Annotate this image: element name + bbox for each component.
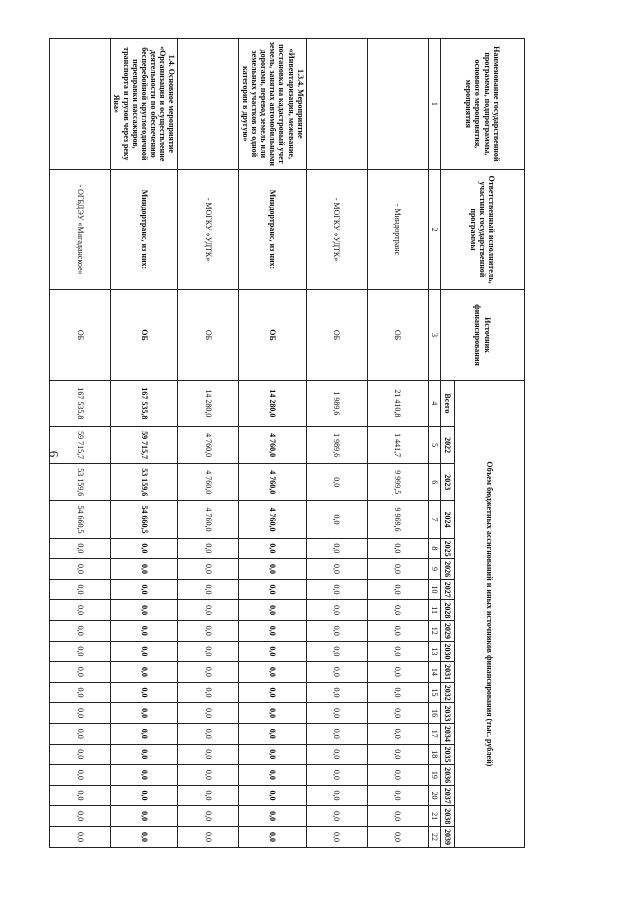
column-number: 2 [428,169,440,290]
row-executor: - МОГКУ «УДТК» [178,169,239,290]
row-value: 0,0 [50,785,111,806]
row-value: 0,0 [367,620,428,641]
header-year: 2035 [441,744,455,765]
row-value: 0,0 [239,538,306,559]
column-number: 21 [428,806,440,827]
row-value: 0,0 [306,765,367,786]
row-value: 0,0 [50,538,111,559]
row-executor: - Миндортранс [367,169,428,290]
row-value: 0,0 [306,806,367,827]
row-value: 4 760,0 [239,501,306,538]
row-value: 0,0 [239,579,306,600]
row-value: 0,0 [178,682,239,703]
header-year: 2022 [441,427,455,464]
row-value: 0,0 [367,682,428,703]
row-value: 0,0 [306,464,367,501]
table-body [50,39,429,848]
row-name [367,39,428,170]
row-value: 167 535,8 [50,380,111,426]
row-value: 14 280,0 [239,380,306,426]
row-value: 0,0 [111,600,178,621]
header-year: 2024 [441,501,455,538]
row-value: 0,0 [178,765,239,786]
row-value: 0,0 [50,744,111,765]
table-row [239,39,306,848]
row-value: 1 441,7 [367,427,428,464]
row-value: 0,0 [111,785,178,806]
row-value: 0,0 [111,620,178,641]
rotated-page [75,38,525,848]
row-name: 1.4. Основное мероприятие «Организация и осуществление деятельности по обеспечению бесперебойной круглогодичной переправки пассажиров, транспорта и грузов через реку Яна» [111,39,178,170]
header-year: 2026 [441,559,455,580]
row-value: 0,0 [306,785,367,806]
row-source: ОБ [111,290,178,380]
row-name [306,39,367,170]
row-value: 0,0 [239,620,306,641]
header-source: Источник финансирования [441,290,525,380]
column-number: 10 [428,579,440,600]
row-value: 4 760,0 [178,427,239,464]
row-value: 59 715,7 [50,427,111,464]
column-number: 22 [428,826,440,847]
row-value: 0,0 [111,744,178,765]
row-value: 0,0 [367,559,428,580]
column-number: 13 [428,641,440,662]
row-value: 0,0 [50,703,111,724]
row-value: 0,0 [111,641,178,662]
row-value: 0,0 [367,662,428,683]
header-year: 2028 [441,600,455,621]
row-value: 4 760,0 [239,427,306,464]
header-year: 2027 [441,579,455,600]
column-number: 8 [428,538,440,559]
row-value: 0,0 [367,538,428,559]
row-value: 0,0 [178,641,239,662]
header-year: 2039 [441,826,455,847]
row-executor: - МОГКУ «УДТК» [306,169,367,290]
row-name [178,39,239,170]
row-value: 0,0 [111,723,178,744]
row-value: 1 989,6 [306,427,367,464]
row-value: 0,0 [178,703,239,724]
row-value: 0,0 [50,806,111,827]
row-value: 53 159,6 [50,464,111,501]
column-number: 12 [428,620,440,641]
row-value: 0,0 [239,662,306,683]
header-year: 2030 [441,641,455,662]
row-value: 0,0 [50,662,111,683]
row-value: 0,0 [367,641,428,662]
row-value: 0,0 [306,826,367,847]
row-value: 59 715,7 [111,427,178,464]
page-number: 6 [46,450,62,458]
row-value: 0,0 [367,723,428,744]
header-funding-title: Объем бюджетных ассигнований и иных источников финансирования (тыс. рублей) [455,380,525,847]
row-source: ОБ [367,290,428,380]
row-value: 0,0 [306,600,367,621]
table-row [367,39,428,848]
row-source: ОБ [306,290,367,380]
row-value: 0,0 [111,579,178,600]
column-number: 19 [428,765,440,786]
header-name: Наименование государственной программы, подпрограммы, основного мероприятия, мероприятия [441,39,525,170]
row-value: 54 660,5 [50,501,111,538]
row-value: 0,0 [50,600,111,621]
row-value: 0,0 [50,559,111,580]
row-value: 0,0 [239,826,306,847]
row-value: 0,0 [306,538,367,559]
header-year: 2029 [441,620,455,641]
row-value: 53 159,6 [111,464,178,501]
row-value: 0,0 [306,579,367,600]
row-value: 9 999,5 [367,464,428,501]
row-value: 0,0 [50,723,111,744]
funding-table [49,38,525,848]
row-value: 0,0 [178,723,239,744]
row-source: ОБ [178,290,239,380]
row-value: 0,0 [50,641,111,662]
row-value: 0,0 [306,559,367,580]
row-value: 0,0 [50,826,111,847]
header-year: 2037 [441,785,455,806]
row-value: 0,0 [50,620,111,641]
row-value: 0,0 [239,682,306,703]
row-value: 0,0 [306,744,367,765]
column-number: 15 [428,682,440,703]
row-executor: Миндортранс, из них: [111,169,178,290]
row-value: 9 969,6 [367,501,428,538]
row-value: 0,0 [50,682,111,703]
row-name: 1.3.4. Мероприятие «Инвентаризация, межевание, постановка на кадастровый учет земель, занятых автомобильными дорогами, перевод земель или земельных участков из одной категории в другую» [239,39,306,170]
row-value: 0,0 [239,723,306,744]
column-number: 16 [428,703,440,724]
row-executor: - ОГБДЭУ «Магаданское» [50,169,111,290]
header-year: 2023 [441,464,455,501]
row-value: 0,0 [306,703,367,724]
table-row [178,39,239,848]
column-number: 17 [428,723,440,744]
header-year: 2038 [441,806,455,827]
row-value: 1 989,6 [306,380,367,426]
row-value: 0,0 [178,785,239,806]
column-number: 5 [428,427,440,464]
row-value: 0,0 [178,600,239,621]
row-value: 14 280,0 [178,380,239,426]
row-value: 0,0 [111,703,178,724]
row-value: 4 760,0 [239,464,306,501]
row-value: 0,0 [306,723,367,744]
column-number: 9 [428,559,440,580]
row-value: 0,0 [111,765,178,786]
row-value: 0,0 [367,826,428,847]
header-year: Всего [441,380,455,426]
row-value: 0,0 [111,682,178,703]
row-value: 0,0 [178,538,239,559]
row-value: 0,0 [367,806,428,827]
row-value: 0,0 [111,559,178,580]
row-value: 0,0 [239,559,306,580]
row-value: 0,0 [306,662,367,683]
row-value: 4 760,0 [178,464,239,501]
column-number: 1 [428,39,440,170]
column-number: 20 [428,785,440,806]
row-value: 0,0 [178,662,239,683]
column-number: 4 [428,380,440,426]
row-value: 0,0 [178,826,239,847]
header-year: 2033 [441,703,455,724]
row-name [50,39,111,170]
row-value: 0,0 [239,806,306,827]
header-year: 2031 [441,662,455,683]
column-number: 6 [428,464,440,501]
row-value: 0,0 [111,662,178,683]
column-number: 14 [428,662,440,683]
header-year: 2032 [441,682,455,703]
row-value: 0,0 [367,765,428,786]
row-value: 0,0 [367,785,428,806]
row-value: 0,0 [178,620,239,641]
row-source: ОБ [239,290,306,380]
row-value: 0,0 [178,744,239,765]
row-value: 4 760,0 [178,501,239,538]
row-value: 0,0 [367,744,428,765]
row-value: 54 660,5 [111,501,178,538]
row-value: 0,0 [239,703,306,724]
header-executor: Ответственный исполнитель, участник государственной программы [441,169,525,290]
row-value: 0,0 [239,641,306,662]
table-row [111,39,178,848]
header-year: 2025 [441,538,455,559]
table-row [50,39,111,848]
row-value: 0,0 [306,501,367,538]
row-value: 167 535,8 [111,380,178,426]
column-number: 3 [428,290,440,380]
row-value: 0,0 [178,559,239,580]
row-value: 0,0 [367,703,428,724]
row-value: 0,0 [239,785,306,806]
row-value: 0,0 [367,579,428,600]
row-value: 0,0 [178,579,239,600]
row-value: 0,0 [239,600,306,621]
row-value: 0,0 [306,682,367,703]
row-executor: Миндортранс, из них: [239,169,306,290]
row-source: ОБ [50,290,111,380]
column-number: 18 [428,744,440,765]
header-year: 2036 [441,765,455,786]
column-number: 11 [428,600,440,621]
row-value: 0,0 [178,806,239,827]
row-value: 0,0 [239,765,306,786]
header-year: 2034 [441,723,455,744]
row-value: 0,0 [111,826,178,847]
row-value: 0,0 [111,538,178,559]
table-row [306,39,367,848]
row-value: 0,0 [367,600,428,621]
table-header [428,39,524,848]
row-value: 0,0 [306,641,367,662]
column-number: 7 [428,501,440,538]
row-value: 0,0 [50,765,111,786]
row-value: 0,0 [111,806,178,827]
row-value: 21 410,8 [367,380,428,426]
row-value: 0,0 [239,744,306,765]
row-value: 0,0 [306,620,367,641]
row-value: 0,0 [50,579,111,600]
